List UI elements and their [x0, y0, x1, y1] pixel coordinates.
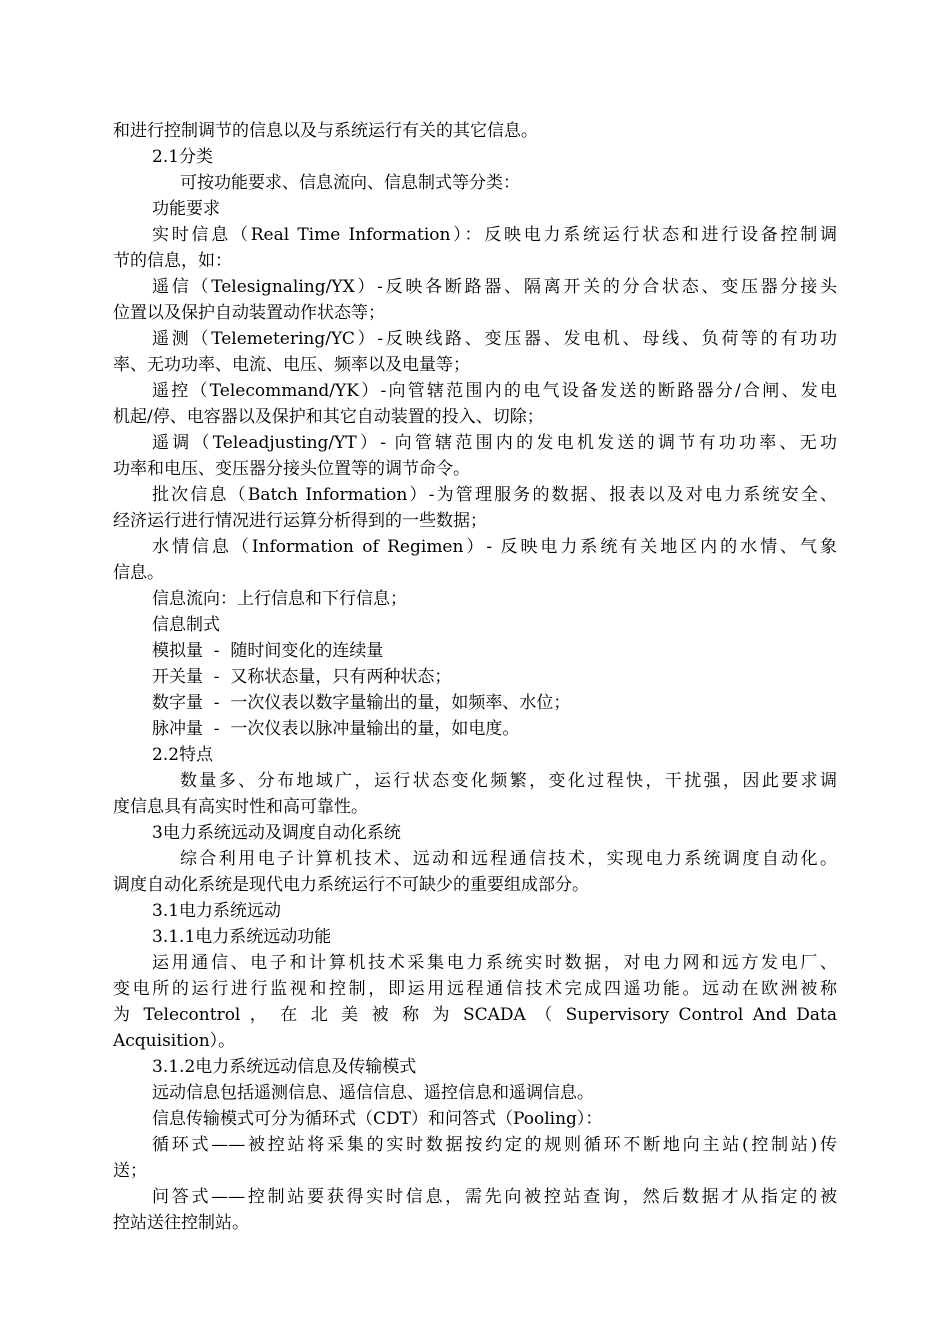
- text-line: 位置以及保护自动装置动作状态等；: [113, 303, 385, 323]
- section-heading: 2.2特点: [152, 745, 214, 765]
- text-line: 经济运行进行情况进行运算分析得到的一些数据；: [113, 511, 487, 531]
- text-line: 和进行控制调节的信息以及与系统运行有关的其它信息。: [113, 121, 538, 141]
- text-line: 开关量 - 又称状态量，只有两种状态；: [152, 667, 452, 687]
- subheading: 信息制式: [152, 615, 220, 635]
- section-heading: 3.1电力系统远动: [152, 901, 282, 921]
- text-line: 远动信息包括遥测信息、遥信信息、遥控信息和遥调信息。: [152, 1083, 594, 1103]
- text-line: 送；: [113, 1161, 147, 1181]
- text-line: 问答式——控制站要获得实时信息，需先向被控站查询，然后数据才从指定的被: [152, 1187, 837, 1207]
- text-line: 可按功能要求、信息流向、信息制式等分类：: [180, 173, 520, 193]
- text-line: 变电所的运行进行监视和控制，即运用远程通信技术完成四遥功能。远动在欧洲被称: [113, 979, 837, 999]
- text-line: 信息流向：上行信息和下行信息；: [152, 589, 407, 609]
- text-line: 循环式——被控站将采集的实时数据按约定的规则循环不断地向主站(控制站)传: [152, 1135, 837, 1155]
- text-line: 实时信息（Real Time Information）：反映电力系统运行状态和进行设备控制调: [152, 225, 837, 245]
- text-line: 功率和电压、变压器分接头位置等的调节命令。: [113, 459, 470, 479]
- text-line: 率、无功功率、电流、电压、频率以及电量等；: [113, 355, 470, 375]
- text-line: Acquisition）。: [113, 1031, 236, 1051]
- text-line: 控站送往控制站。: [113, 1213, 249, 1233]
- text-line: 批次信息（Batch Information）-为管理服务的数据、报表以及对电力系统安全、: [152, 485, 837, 505]
- text-line: 遥控（Telecommand/YK）-向管辖范围内的电气设备发送的断路器分/合闸、发电: [152, 381, 837, 401]
- text-line: 遥测（Telemetering/YC）-反映线路、变压器、发电机、母线、负荷等的有功功: [152, 329, 837, 349]
- text-line: 模拟量 - 随时间变化的连续量: [152, 641, 384, 661]
- section-heading: 3.1.1电力系统远动功能: [152, 927, 332, 947]
- text-line: 节的信息，如：: [113, 251, 232, 271]
- text-line: 调度自动化系统是现代电力系统运行不可缺少的重要组成部分。: [113, 875, 589, 895]
- subheading: 功能要求: [152, 199, 220, 219]
- text-line: 数字量 - 一次仪表以数字量输出的量，如频率、水位；: [152, 693, 571, 713]
- section-heading: 2.1分类: [152, 147, 214, 167]
- text-line: 机起/停、电容器以及保护和其它自动装置的投入、切除；: [113, 407, 544, 427]
- text-line: 信息传输模式可分为循环式（CDT）和问答式（Pooling）：: [152, 1109, 603, 1129]
- text-line: 数量多、分布地域广，运行状态变化频繁，变化过程快，干扰强，因此要求调: [180, 771, 837, 791]
- text-line: 信息。: [113, 563, 164, 583]
- text-line: 度信息具有高实时性和高可靠性。: [113, 797, 368, 817]
- section-heading: 3.1.2电力系统远动信息及传输模式: [152, 1057, 417, 1077]
- text-line: 水情信息（Information of Regimen）- 反映电力系统有关地区内的水情、气象: [152, 537, 837, 557]
- text-line: 脉冲量 - 一次仪表以脉冲量输出的量，如电度。: [152, 719, 520, 739]
- text-line: 遥调（Teleadjusting/YT）- 向管辖范围内的发电机发送的调节有功功率、无功: [152, 433, 837, 453]
- text-line: 运用通信、电子和计算机技术采集电力系统实时数据，对电力网和远方发电厂、: [152, 953, 837, 973]
- text-line: 为 Telecontrol ， 在 北 美 被 称 为 SCADA （ Supervisory Control And Data: [113, 1005, 837, 1025]
- text-line: 综合利用电子计算机技术、远动和远程通信技术，实现电力系统调度自动化。: [180, 849, 837, 869]
- section-heading: 3电力系统远动及调度自动化系统: [152, 823, 401, 843]
- text-line: 遥信（Telesignaling/YX）-反映各断路器、隔离开关的分合状态、变压器分接头: [152, 277, 837, 297]
